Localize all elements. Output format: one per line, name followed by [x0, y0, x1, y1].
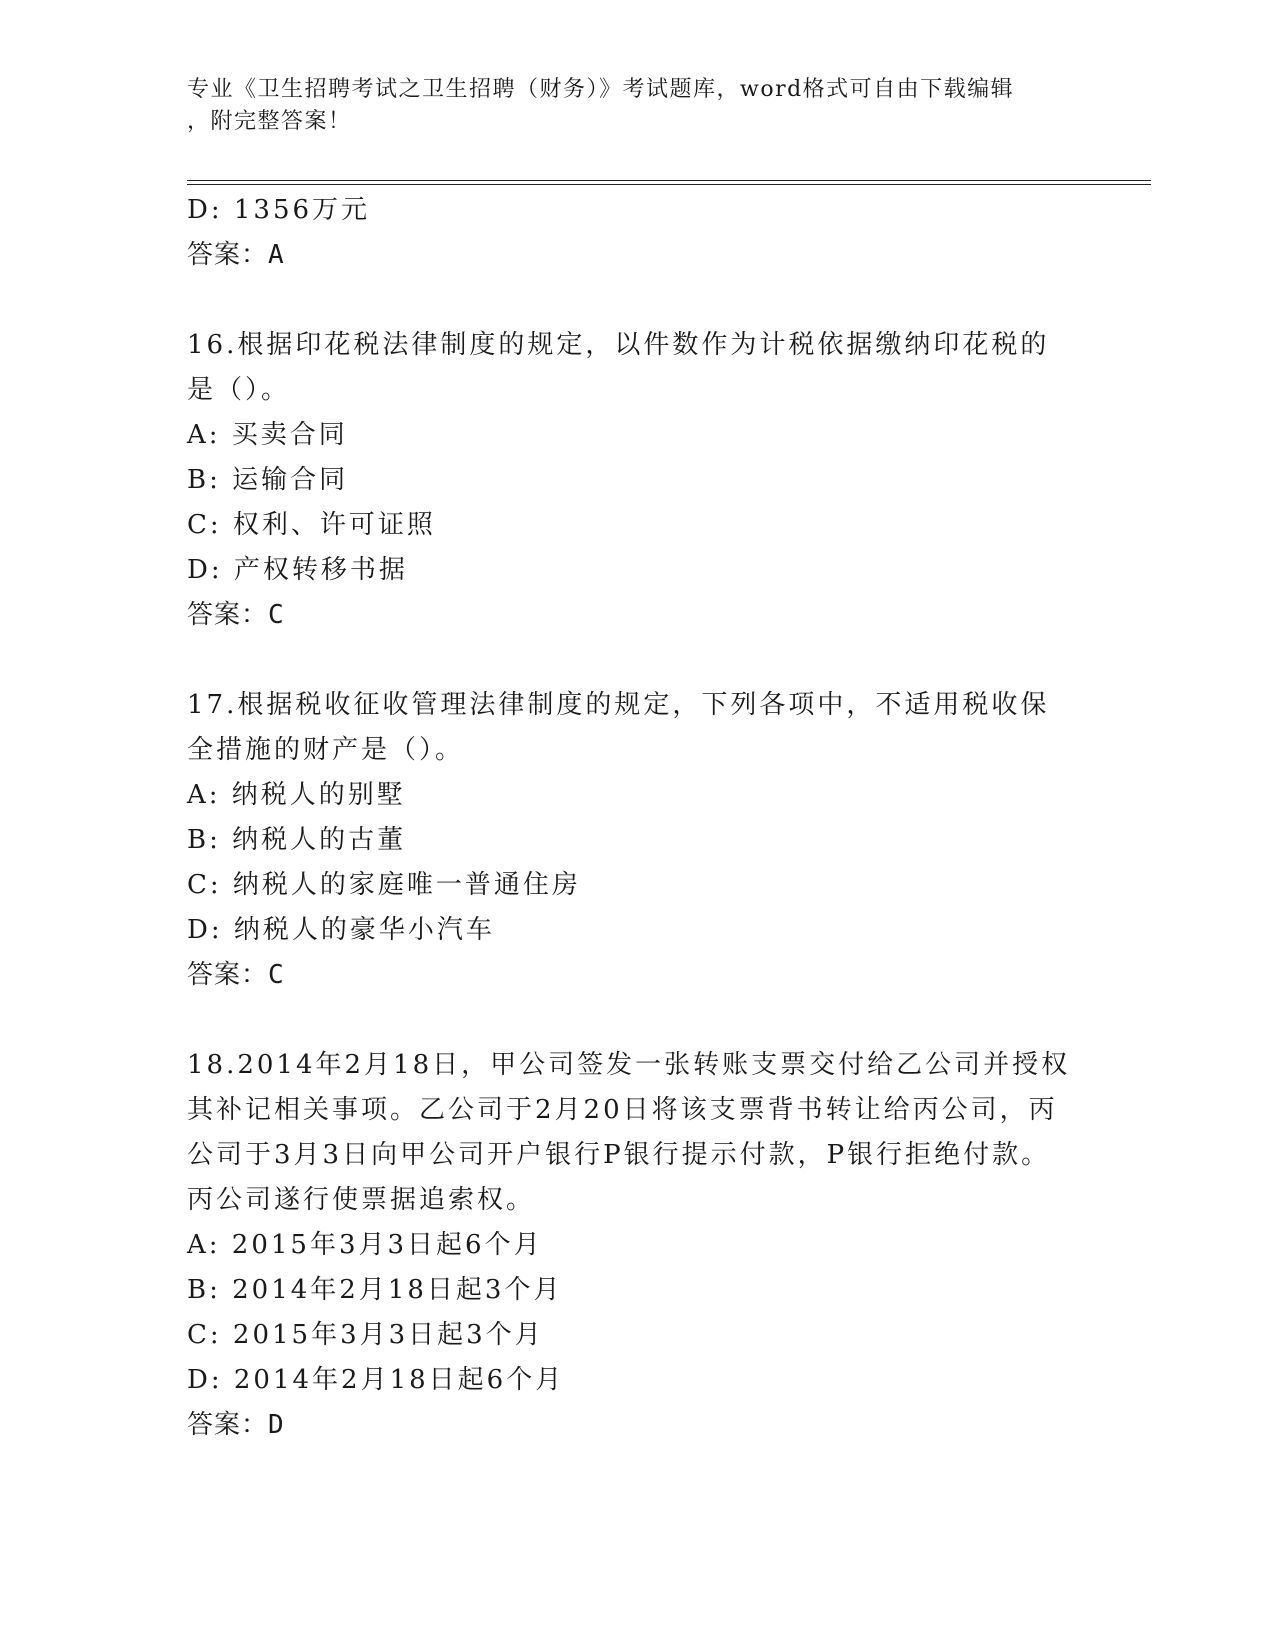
question-text: 16.根据印花税法律制度的规定，以件数作为计税依据缴纳印花税的是（）。: [187, 330, 1050, 405]
question-text: 18.2014年2月18日，甲公司签发一张转账支票交付给乙公司并授权其补记相关事项。乙公司于2月20日将该支票背书转让给丙公司，丙公司于3月3日向甲公司开户银行P银行提示付款，P银行拒绝付款。丙公司遂行使票据追索权。: [187, 1050, 1071, 1215]
question-18: [187, 1043, 1077, 1448]
option-a: A: 买卖合同: [187, 420, 348, 450]
option-b: B: 纳税人的古董: [187, 825, 407, 855]
option-d: D: 纳税人的豪华小汽车: [187, 915, 495, 945]
question-17: [187, 683, 1077, 998]
question-16: [187, 323, 1077, 638]
previous-question-tail: [187, 188, 1077, 278]
answer-line: 答案：D: [187, 1410, 285, 1440]
option-a: A: 纳税人的别墅: [187, 780, 406, 810]
question-list: [187, 188, 1077, 1448]
option-d: D: 2014年2月18日起6个月: [187, 1365, 565, 1395]
option-c: C: 2015年3月3日起3个月: [187, 1320, 544, 1350]
header-divider-bottom: [187, 184, 1151, 185]
header-line-1: 专业《卫生招聘考试之卫生招聘（财务）》考试题库，word格式可自由下载编辑: [187, 77, 1015, 102]
header-divider-top: [187, 180, 1151, 181]
option-b: B: 运输合同: [187, 465, 349, 495]
answer-line: 答案：A: [187, 240, 285, 270]
option-c: C: 纳税人的家庭唯一普通住房: [187, 870, 581, 900]
option-a: A: 2015年3月3日起6个月: [187, 1230, 543, 1260]
option-c: C: 权利、许可证照: [187, 510, 436, 540]
question-text: 17.根据税收征收管理法律制度的规定，下列各项中，不适用税收保全措施的财产是（）。: [187, 690, 1050, 765]
option-d: D: 产权转移书据: [187, 555, 408, 585]
answer-line: 答案：C: [187, 960, 285, 990]
option-d: D: 1356万元: [187, 195, 371, 225]
document-header: [187, 74, 1067, 138]
answer-line: 答案：C: [187, 600, 285, 630]
option-b: B: 2014年2月18日起3个月: [187, 1275, 563, 1305]
header-line-2: ，附完整答案！: [187, 109, 352, 134]
